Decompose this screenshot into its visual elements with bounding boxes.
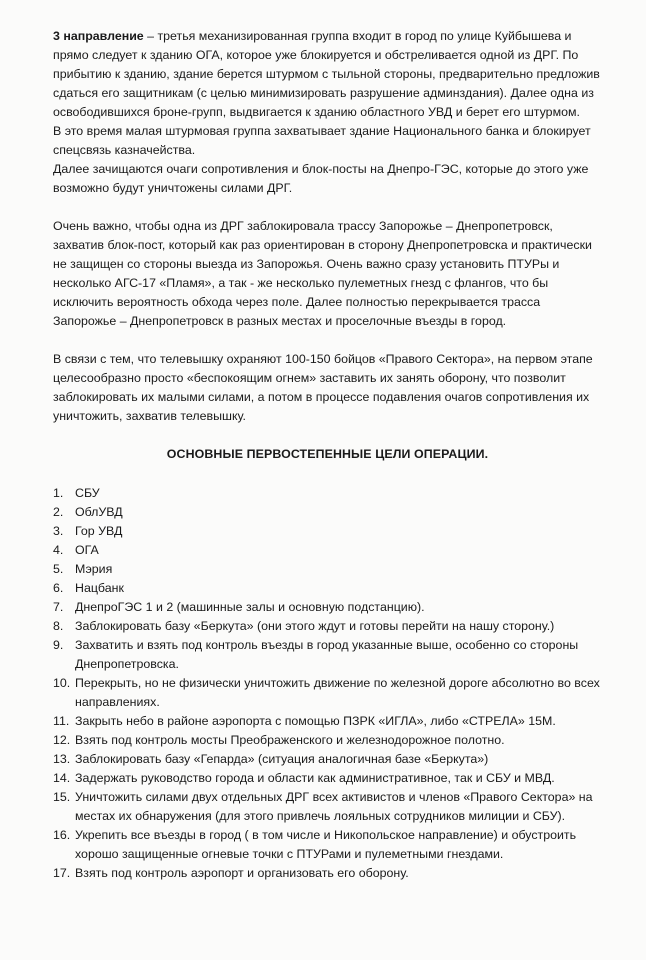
list-item-number: 12. — [53, 733, 71, 747]
list-item-text: ОГА — [75, 543, 99, 557]
list-item-text: Укрепить все въезды в город ( в том числе и Никопольское направление) и обустроить хорошо защищенные огневые точки с ПТУРами и пулеметными гнездами. — [75, 828, 577, 861]
list-item-text: ОблУВД — [75, 505, 123, 519]
list-item-number: 16. — [53, 828, 71, 842]
list-item-text: Перекрыть, но не физически уничтожить движение по железной дороге абсолютно во всех направлениях. — [75, 676, 600, 709]
list-item-number: 1. — [53, 486, 64, 500]
direction-3-lead-text: – третья механизированная группа входит в город по улице Куйбышева и прямо следует к зданию ОГА, которое уже блокируется и обстреливается одной из ДРГ. По прибытию к зданию, здание берется штурмом с тыльной стороны, предварительно предложив сдаться его защитникам (с целью минимизировать разрушение админздания). Далее одна из освободившихся броне-групп, выдвигается к зданию областного УВД и берет его штурмом. — [53, 29, 600, 119]
list-item — [53, 788, 602, 826]
list-item-number: 8. — [53, 619, 64, 633]
list-item-text: Уничтожить силами двух отдельных ДРГ всех активистов и членов «Правого Сектора» на местах их обнаружения (для этого привлечь лояльных сотрудников милиции и СБУ). — [75, 790, 593, 823]
list-item-number: 3. — [53, 524, 64, 538]
list-item-number: 14. — [53, 771, 71, 785]
list-item-number: 9. — [53, 638, 64, 652]
direction-3-line-2: В это время малая штурмовая группа захватывает здание Национального банка и блокирует спецсвязь казначейства. — [53, 124, 591, 157]
list-item-number: 17. — [53, 866, 71, 880]
list-item-number: 5. — [53, 562, 64, 576]
list-item-text: Закрыть небо в районе аэропорта с помощью ПЗРК «ИГЛА», либо «СТРЕЛА» 15М. — [75, 714, 556, 728]
list-item-text: Заблокировать базу «Беркута» (они этого ждут и готовы перейти на нашу сторону.) — [75, 619, 555, 633]
list-item — [53, 560, 602, 579]
list-item-text: Взять под контроль аэропорт и организовать его оборону. — [75, 866, 409, 880]
direction-3-label: 3 направление — [53, 29, 144, 43]
tv-tower-paragraph: В связи с тем, что телевышку охраняют 100-150 бойцов «Правого Сектора», на первом этапе целесообразно просто «беспокоящим огнем» заставить их занять оборону, что позволит заблокировать их малыми силами, а потом в процессе подавления очагов сопротивления их уничтожить, захватив телевышку. — [53, 352, 593, 423]
list-item-text: Гор УВД — [75, 524, 123, 538]
list-item — [53, 731, 602, 750]
list-item-number: 4. — [53, 543, 64, 557]
list-item-text: Мэрия — [75, 562, 113, 576]
list-item-text: Захватить и взять под контроль въезды в город указанные выше, особенно со стороны Днепропетровска. — [75, 638, 579, 671]
targets-list — [53, 484, 602, 883]
list-item — [53, 541, 602, 560]
list-item — [53, 750, 602, 769]
list-item-number: 15. — [53, 790, 71, 804]
section-heading: ОСНОВНЫЕ ПЕРВОСТЕПЕННЫЕ ЦЕЛИ ОПЕРАЦИИ. — [166, 447, 489, 461]
list-item-text: Нацбанк — [75, 581, 124, 595]
list-item — [53, 769, 602, 788]
list-item — [53, 617, 602, 636]
list-item — [53, 598, 602, 617]
list-item-number: 11. — [53, 714, 70, 728]
direction-3-section — [53, 27, 602, 198]
direction-3-paragraph — [53, 27, 602, 122]
list-item-text: ДнепроГЭС 1 и 2 (машинные залы и основную подстанцию). — [75, 600, 425, 614]
direction-3-line-3: Далее зачищаются очаги сопротивления и блок-посты на Днепро-ГЭС, которые до этого уже возможно будут уничтожены силами ДРГ. — [53, 162, 589, 195]
list-item — [53, 484, 602, 503]
list-item-text: Задержать руководство города и области как административное, так и СБУ и МВД. — [75, 771, 555, 785]
list-item — [53, 636, 602, 674]
list-item — [53, 712, 602, 731]
list-item-number: 7. — [53, 600, 64, 614]
list-item — [53, 674, 602, 712]
list-item-text: Заблокировать базу «Гепарда» (ситуация аналогичная базе «Беркута») — [75, 752, 489, 766]
list-item-number: 6. — [53, 581, 64, 595]
list-item-number: 2. — [53, 505, 64, 519]
list-item — [53, 864, 602, 883]
list-item-number: 10. — [53, 676, 71, 690]
list-item — [53, 826, 602, 864]
list-item-text: Взять под контроль мосты Преображенского и железнодорожное полотно. — [75, 733, 505, 747]
list-item — [53, 503, 602, 522]
list-item-number: 13. — [53, 752, 71, 766]
list-item — [53, 579, 602, 598]
list-item-text: СБУ — [75, 486, 100, 500]
highway-paragraph: Очень важно, чтобы одна из ДРГ заблокировала трассу Запорожье – Днепропетровск, захватив блок-пост, который как раз ориентирован в сторону Днепропетровска и практически не защищен со стороны выезда из Запорожья. Очень важно сразу установить ПТУРы и несколько АГС-17 «Пламя», а так - же несколько пулеметных гнезд с флангов, что бы исключить вероятность обхода через поле. Далее полностью перекрывается трасса Запорожье – Днепропетровск в разных местах и проселочные въезды в город. — [53, 219, 592, 328]
list-item — [53, 522, 602, 541]
